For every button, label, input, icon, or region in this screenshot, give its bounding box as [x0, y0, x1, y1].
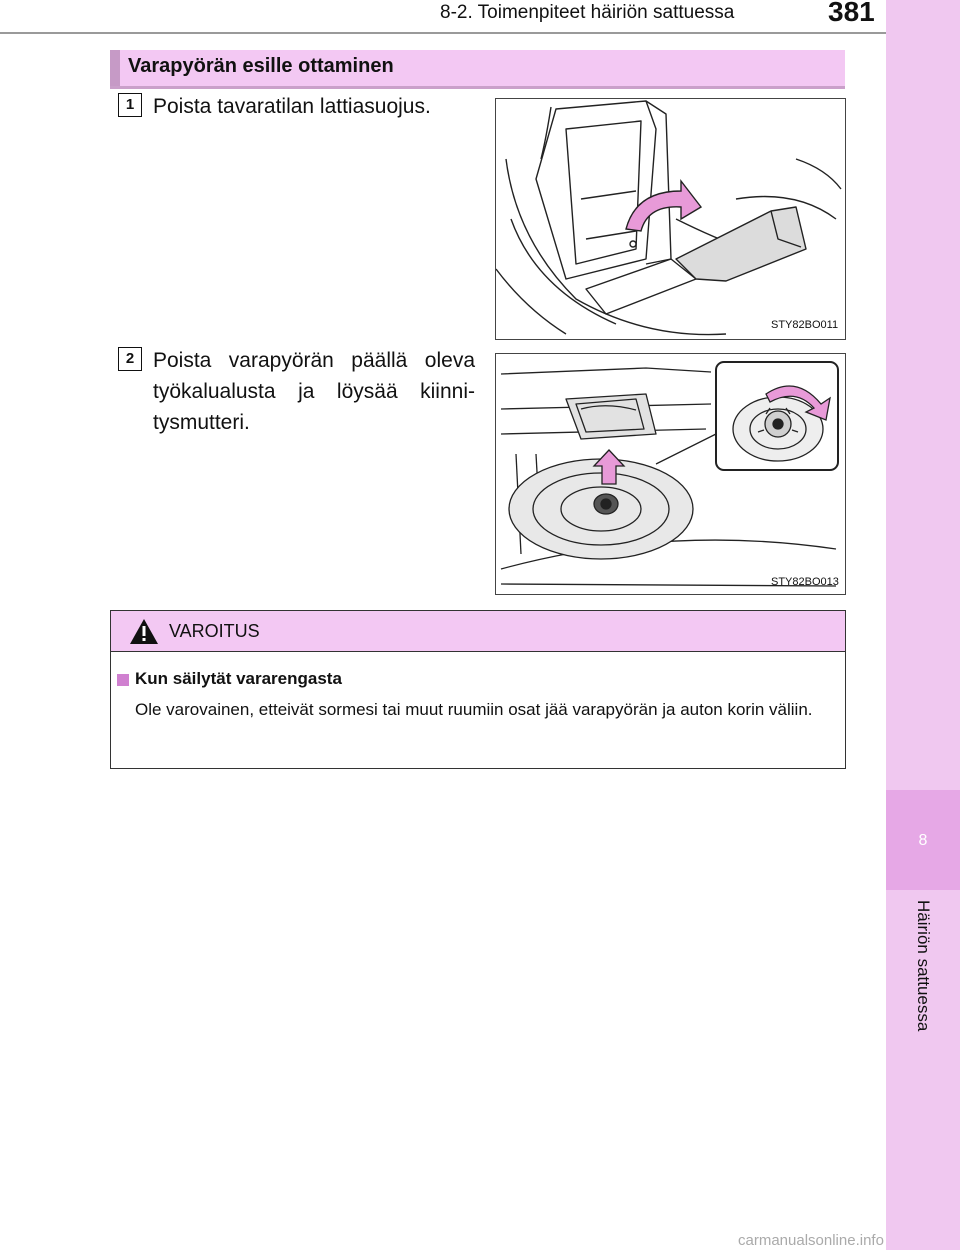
warning-item-text: Ole varovainen, etteivät sormesi tai muut ruumiin osat jää varapyörän ja auton korin väliin. — [135, 700, 813, 719]
figure-trunk-floor-cover — [495, 98, 846, 340]
page-number: 381 — [828, 0, 875, 27]
warning-box — [110, 610, 846, 769]
step-2-text: Poista varapyörän päällä oleva työkalualusta ja löysää kiinni-tysmutteri. — [153, 349, 475, 434]
figure-code: STY82BO011 — [771, 319, 839, 331]
step-1-number: 1 — [118, 93, 142, 117]
warning-label: VAROITUS — [169, 621, 260, 641]
header-divider — [0, 32, 886, 34]
figure-spare-tire — [495, 353, 846, 595]
chapter-number: 8 — [918, 832, 928, 849]
figure-code: STY82BO013 — [771, 576, 839, 588]
section-header — [110, 50, 845, 89]
warning-item-title: Kun säilytät vararengasta — [135, 669, 342, 688]
section-header-bar — [110, 50, 120, 86]
section-title: Varapyörän esille ottaminen — [128, 55, 394, 77]
chapter-label: Häiriön sattuessa — [914, 900, 933, 1032]
watermark: carmanualsonline.info — [738, 1232, 884, 1249]
bullet-square-icon — [117, 674, 129, 686]
warning-header — [111, 611, 845, 652]
step-1-text: Poista tavaratilan lattiasuojus. — [153, 95, 431, 118]
trunk-illustration — [496, 99, 845, 339]
step-2-number: 2 — [118, 347, 142, 371]
spare-tire-illustration — [496, 354, 845, 594]
chapter-side-tab — [886, 0, 960, 1250]
running-header: 8-2. Toimenpiteet häiriön sattuessa — [440, 2, 735, 23]
warning-triangle-icon — [129, 618, 159, 645]
